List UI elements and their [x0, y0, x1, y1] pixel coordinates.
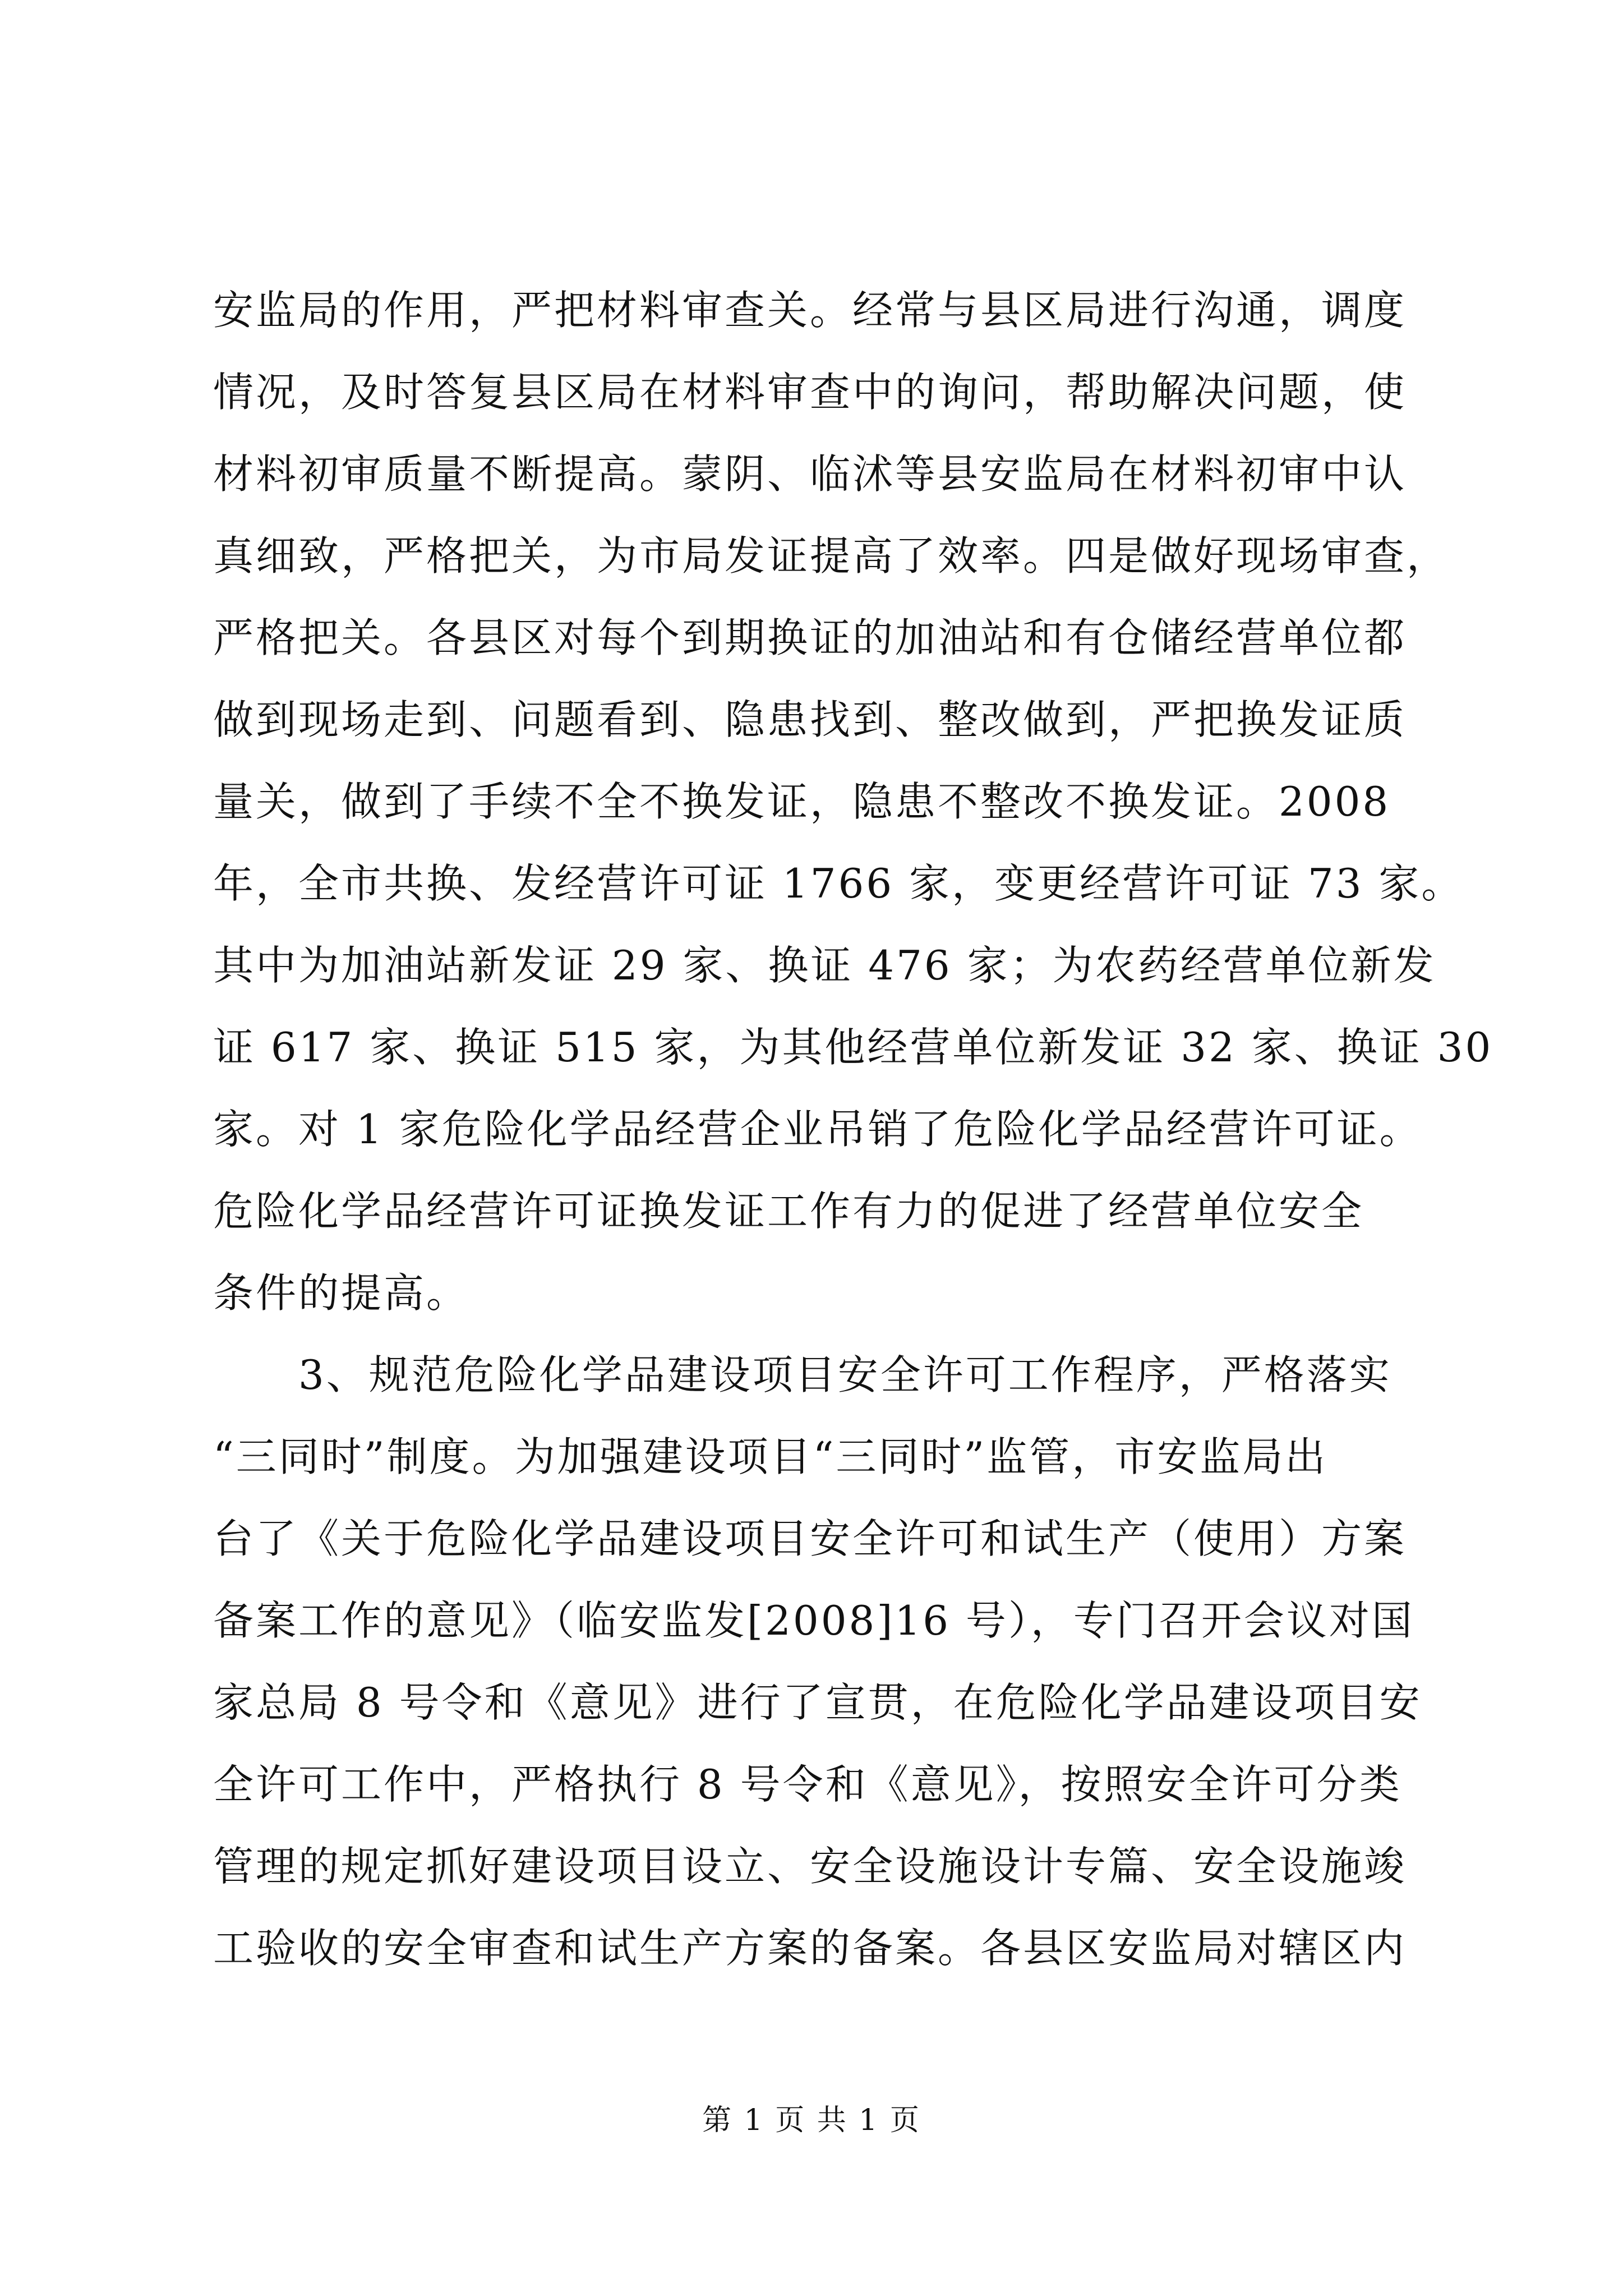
text-line: 管理的规定抓好建设项目设立、安全设施设计专篇、安全设施竣: [213, 1843, 1407, 1890]
text-line: 严格把关。各县区对每个到期换证的加油站和有仓储经营单位都: [213, 614, 1407, 661]
text-line: 台了《关于危险化学品建设项目安全许可和试生产（使用）方案: [213, 1515, 1407, 1562]
page-number-label: 第 1 页 共 1 页: [702, 2104, 921, 2137]
body-text: [213, 269, 1493, 1989]
text-line: 条件的提高。: [213, 1269, 469, 1317]
text-line: 其中为加油站新发证 29 家、换证 476 家；为农药经营单位新发: [213, 942, 1436, 989]
text-line: 证 617 家、换证 515 家，为其他经营单位新发证 32 家、换证 30: [213, 1024, 1493, 1071]
text-line: 年，全市共换、发经营许可证 1766 家，变更经营许可证 73 家。: [213, 860, 1464, 907]
text-line: 全许可工作中，严格执行 8 号令和《意见》，按照安全许可分类: [213, 1761, 1402, 1808]
text-line: 做到现场走到、问题看到、隐患找到、整改做到，严把换发证质: [213, 696, 1407, 743]
text-line: 工验收的安全审查和试生产方案的备案。各县区安监局对辖区内: [213, 1925, 1407, 1972]
text-line: 备案工作的意见》（临安监发[2008]16 号），专门召开会议对国: [213, 1597, 1414, 1644]
page-footer: [0, 2101, 1623, 2140]
text-line: 真细致，严格把关，为市局发证提高了效率。四是做好现场审查，: [213, 532, 1450, 579]
text-line: 情况，及时答复县区局在材料审查中的询问，帮助解决问题，使: [213, 369, 1407, 416]
text-line: 家。对 1 家危险化学品经营企业吊销了危险化学品经营许可证。: [213, 1106, 1422, 1153]
text-line: 量关，做到了手续不全不换发证，隐患不整改不换发证。2008: [213, 778, 1391, 825]
text-line: 材料初审质量不断提高。蒙阴、临沭等县安监局在材料初审中认: [213, 450, 1407, 498]
text-line: 家总局 8 号令和《意见》进行了宣贯，在危险化学品建设项目安: [213, 1679, 1422, 1726]
text-line: 安监局的作用，严把材料审查关。经常与县区局进行沟通，调度: [213, 287, 1407, 334]
text-line: “三同时”制度。为加强建设项目“三同时”监管，市安监局出: [213, 1433, 1328, 1480]
text-line: 危险化学品经营许可证换发证工作有力的促进了经营单位安全: [213, 1188, 1364, 1235]
text-line: 3、规范危险化学品建设项目安全许可工作程序，严格落实: [213, 1351, 1392, 1398]
